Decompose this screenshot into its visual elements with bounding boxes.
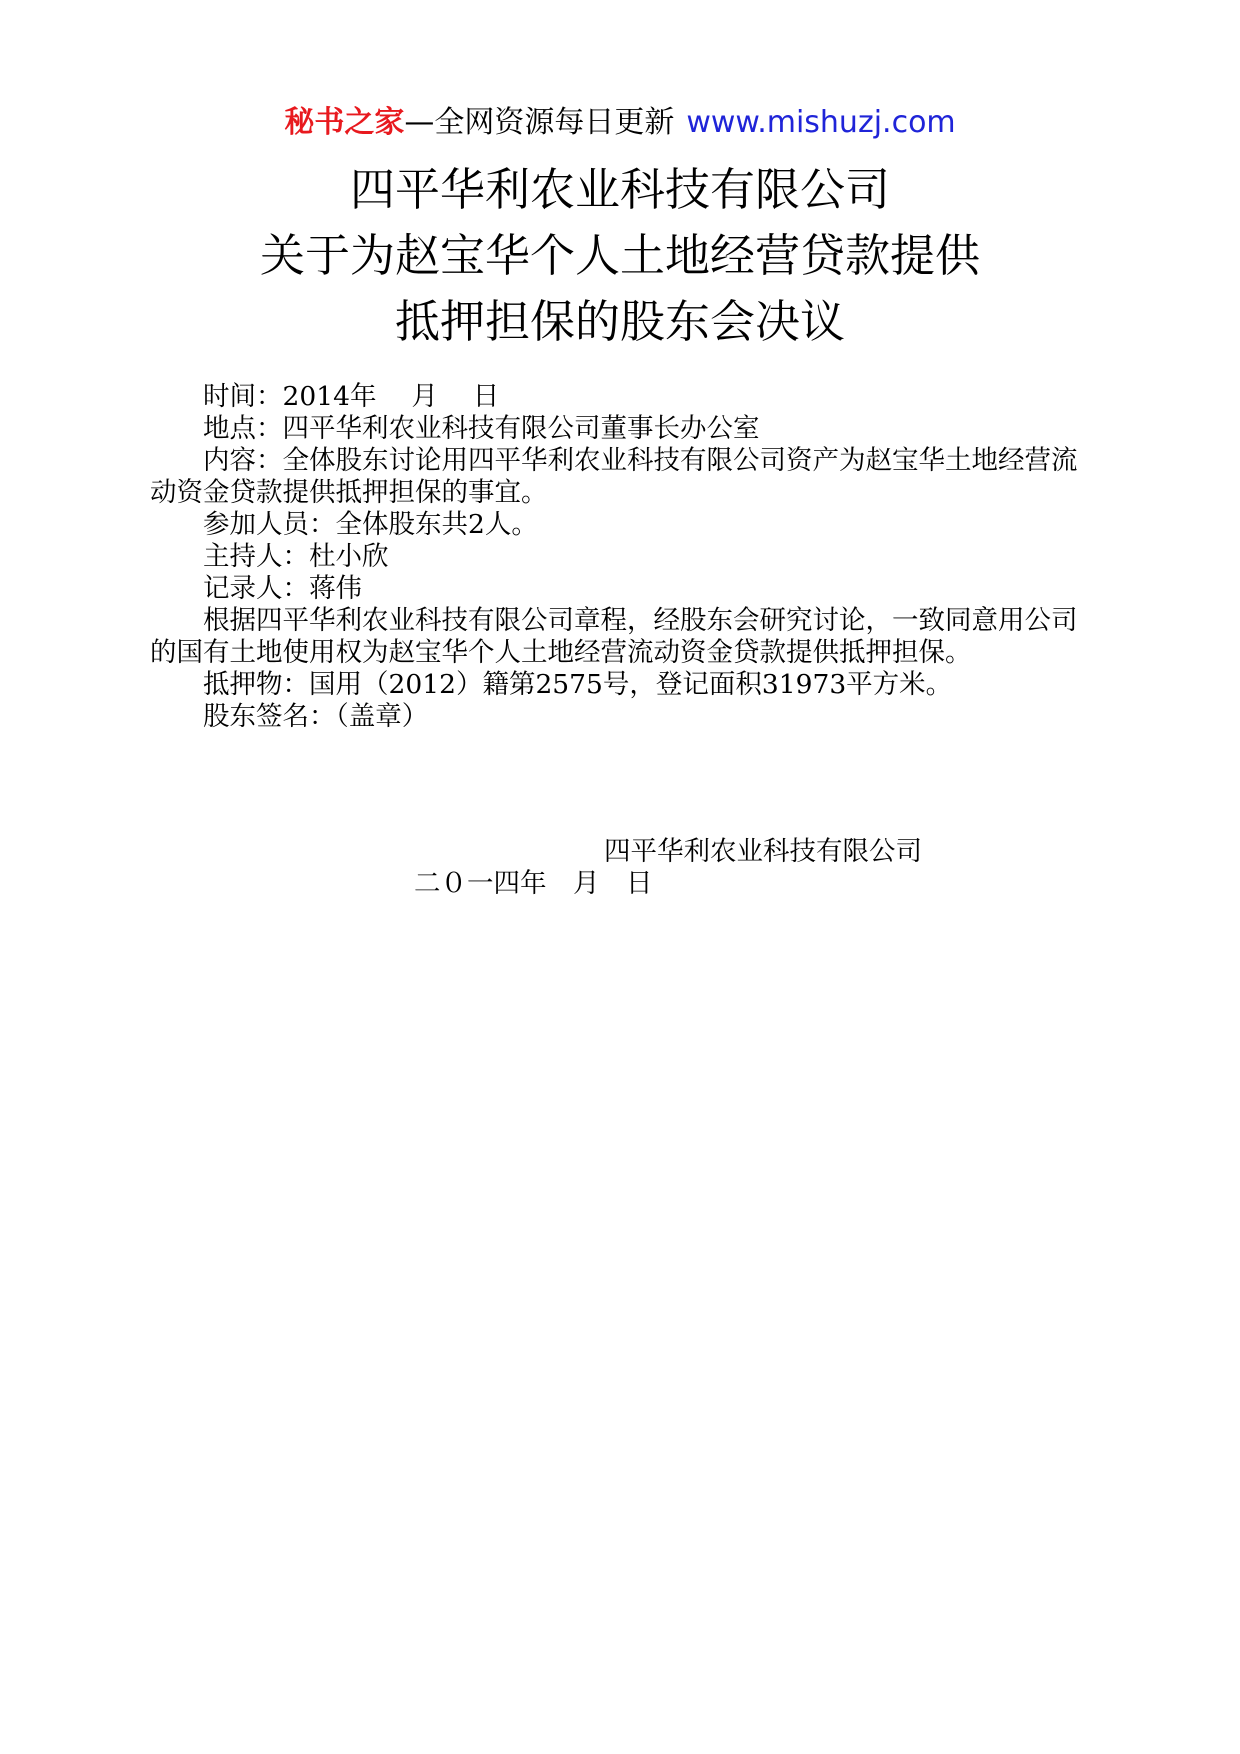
meeting-attendees: 参加人员：全体股东共2人。 — [203, 509, 538, 540]
shareholder-signature: 股东签名：（盖章） — [203, 701, 429, 732]
document-title-line-1: 四平华利农业科技有限公司 — [349, 163, 890, 216]
document-title-line-2: 关于为赵宝华个人土地经营贷款提供 — [259, 229, 980, 282]
document-title-line-3: 抵押担保的股东会决议 — [394, 295, 845, 348]
meeting-content: 内容：全体股东讨论用四平华利农业科技有限公司资产为赵宝华土地经营流动资金贷款提供抵押担保的事宜。 — [150, 445, 1078, 508]
banner-slogan: —全网资源每日更新 — [404, 105, 675, 140]
meeting-place: 地点：四平华利农业科技有限公司董事长办公室 — [203, 413, 760, 444]
document-body — [150, 381, 1095, 733]
meeting-host: 主持人：杜小欣 — [203, 541, 389, 572]
meeting-time: 时间：2014年 月 日 — [203, 381, 500, 412]
collateral-info: 抵押物：国用（2012）籍第2575号，登记面积31973平方米。 — [203, 669, 953, 700]
meeting-resolution: 根据四平华利农业科技有限公司章程，经股东会研究讨论，一致同意用公司的国有土地使用权为赵宝华个人土地经营流动资金贷款提供抵押担保。 — [150, 605, 1078, 668]
site-banner — [0, 103, 1240, 143]
meeting-recorder: 记录人：蒋伟 — [203, 573, 362, 604]
banner-brand: 秘书之家 — [284, 105, 405, 140]
signing-date: 二０一四年 月 日 — [414, 868, 653, 899]
signing-company: 四平华利农业科技有限公司 — [604, 836, 922, 867]
banner-site-link[interactable]: www.mishuzj.com — [686, 105, 956, 140]
